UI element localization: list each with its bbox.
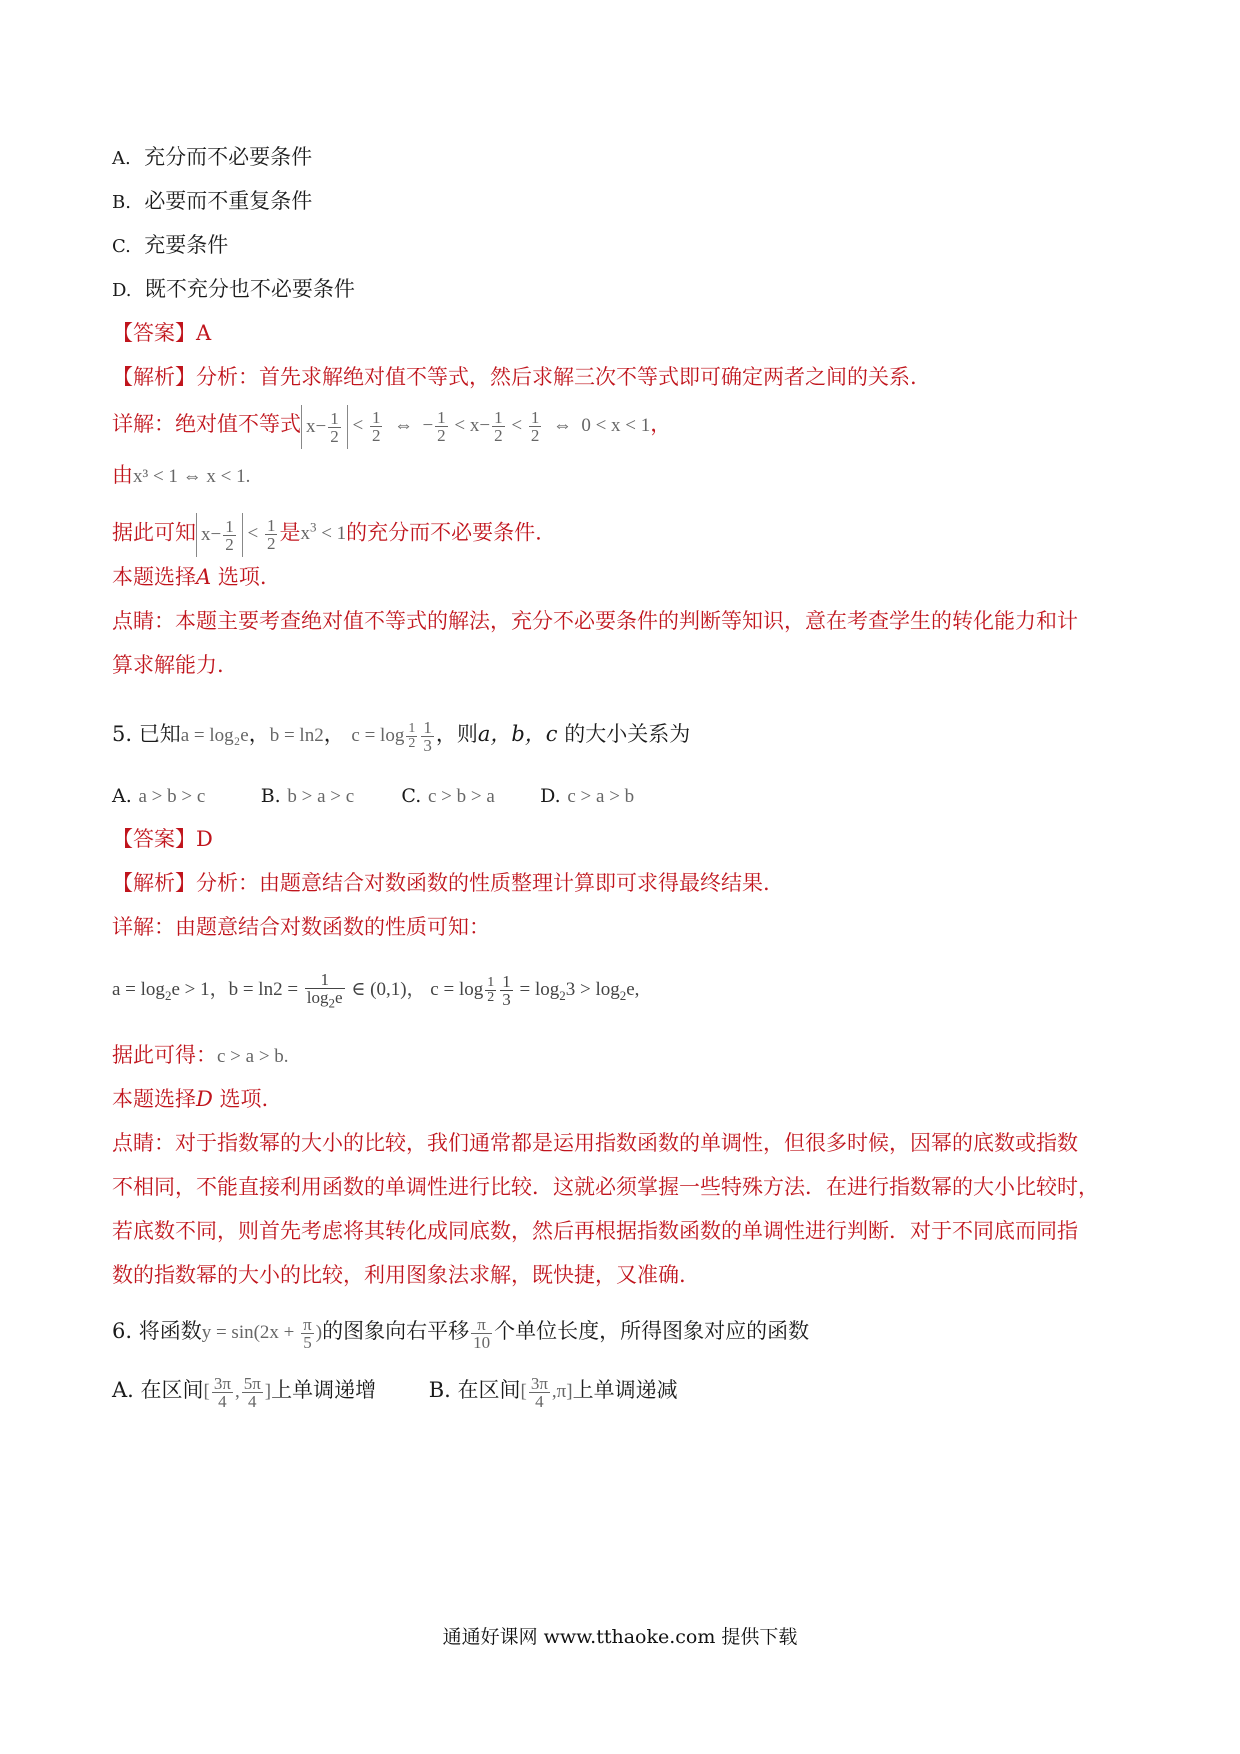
shi-label: 是 [279,520,301,545]
q4-option-c [112,230,228,262]
comma: ， [248,722,270,746]
choose-pre: 本题选择 [112,1087,196,1111]
stem-pre: 5. 已知 [112,722,181,746]
q5-dianjing-2: 不相同，不能直接利用函数的单调性进行比较．这就必须掌握一些特殊方法．在进行指数幂的大小比较时， [112,1175,1099,1199]
stem-end: 的大小关系为 [564,722,691,746]
q5-option-b [261,780,395,812]
q5-dianjing-3: 若底数不同，则首先考虑将其转化成同底数，然后再根据指数函数的单调性进行判断．对于不同底而同指 [112,1219,1078,1243]
q5-dianjing-1: 点睛：对于指数幂的大小的比较，我们通常都是运用指数函数的单调性，但很多时候，因幂的底数或指数 [112,1131,1078,1155]
detail-label: 详解：绝对值不等式 [112,412,301,436]
option-post: 上单调递增 [271,1378,377,1402]
analysis-text: 分析：由题意结合对数函数的性质整理计算即可求得最终结果. [196,871,770,895]
q4-dianjing-2: 算求解能力. [112,653,224,677]
q4-dianjing-1: 点睛：本题主要考查绝对值不等式的解法，充分不必要条件的判断等知识，意在考查学生的转化能力和计 [112,609,1078,633]
option-post: 上单调递减 [572,1378,678,1402]
interval-b: [ $\frac{3\pi}{4}$ ,π] [520,1374,573,1412]
option-text: 既不充分也不必要条件 [144,277,355,301]
option-pre: A. 在区间 [112,1378,204,1402]
b-definition: b = ln2 [269,725,324,746]
interval-a: [ $\frac{3\pi}{4}$ , $\frac{5\pi}{4}$ ] [203,1374,272,1412]
abs-inequality: x− $\frac{1}{2}$ < $\frac{1}{2}$ ⇔ − $\frac{1}{2}$ < x− $\frac{1}{2}$ < $\frac{1}{2}$ ⇔ 0 < x < 1 [301,415,650,436]
q5-detail: 详解：由题意结合对数函数的性质可知： [112,915,490,939]
q5-stem [112,706,690,764]
comma: ， [323,722,345,746]
option-letter: A. [112,148,131,169]
stem-post: ，则 [435,722,478,746]
detail-comma: ， [650,412,672,436]
option-letter: D. [540,785,561,807]
q6-option-b [429,1362,678,1420]
option-expr: c > b > a [427,786,495,807]
q4-choose [112,562,267,592]
q5-option-d [540,780,634,812]
q4-detail [112,402,671,449]
option-expr: b > a > c [287,786,355,807]
a-definition: a = log₂e [180,725,249,746]
stem-post: 个单位长度，所得图象对应的函数 [494,1319,810,1343]
abs-condition: x− $\frac{1}{2}$ < $\frac{1}{2}$ [196,523,279,544]
choose-post: 选项. [217,565,267,589]
choose-post: 选项. [219,1087,269,1111]
conclusion-text: 的充分而不必要条件. [346,520,542,545]
choose-letter: A [196,565,212,589]
analysis-tag: 【解析】 [112,365,196,389]
q5-option-a [112,780,254,812]
page-footer: 通通好课网 www.tthaoke.com 提供下载 [442,1626,798,1648]
q4-analysis [112,362,917,392]
q4-option-d [112,274,355,306]
option-letter: C. [401,785,422,807]
option-letter: B. [260,785,281,807]
option-letter: C. [112,236,131,257]
q5-analysis [112,868,770,898]
kede-math: c > a > b. [217,1046,289,1067]
you-label: 由 [112,463,133,487]
q5-kede [112,1040,289,1072]
analysis-text: 分析：首先求解绝对值不等式，然后求解三次不等式即可确定两者之间的关系. [196,365,917,389]
q5-dianjing-4: 数的指数幂的大小的比较，利用图象法求解，既快捷，又准确. [112,1263,686,1287]
stem-pre: 6. 将函数 [112,1319,202,1343]
option-expr: c > a > b [567,786,635,807]
cubic-inequality: x³ < 1 ⇔ x < 1. [133,466,251,487]
q5-option-c [401,780,533,812]
variables: a，b，c [477,722,558,746]
choose-pre: 本题选择 [112,565,196,589]
q4-answer: 【答案】A [112,321,212,345]
option-letter: D. [112,280,132,301]
q4-conclusion [112,506,542,557]
q4-cubic [112,460,250,492]
jucizhi-label: 据此可知 [112,520,196,545]
option-expr: a > b > c [138,786,206,807]
c-definition: c = log $\frac{1}{2}$ $\frac{1}{3}$ [351,718,432,756]
q5-options [112,780,634,812]
option-text: 必要而不重复条件 [144,189,313,213]
q6-stem [112,1302,809,1362]
option-text: 充要条件 [144,233,229,257]
choose-letter: D [196,1087,213,1111]
q5-answer: 【答案】D [112,827,213,851]
q6-options [112,1362,678,1420]
option-letter: A. [112,785,132,807]
cubic-condition: $x^3 < 1$ [300,520,347,545]
stem-mid: 的图象向右平移 [322,1319,470,1343]
q5-choose [112,1084,268,1114]
q4-option-b [112,186,312,218]
q5-derivation: $a = \log_2e > 1$，b = ln2 = $\frac{1}{\log_2e}$ ∈ (0,1)， c = log $\frac{1}{2}$ $\frac{1}{3}$ = $\log_23 > \log_2e$, [112,970,640,1011]
q4-option-a [112,142,312,174]
option-letter: B. [112,192,131,213]
q6-option-a [112,1362,422,1420]
shift-amount: $\frac{\pi}{10}$ [473,1315,491,1353]
option-text: 充分而不必要条件 [144,145,313,169]
option-pre: B. 在区间 [428,1378,521,1402]
function-expr: y = sin(2x + $\frac{\pi}{5}$ ) [201,1315,323,1353]
analysis-tag: 【解析】 [112,871,196,895]
kede-label: 据此可得： [112,1043,217,1067]
